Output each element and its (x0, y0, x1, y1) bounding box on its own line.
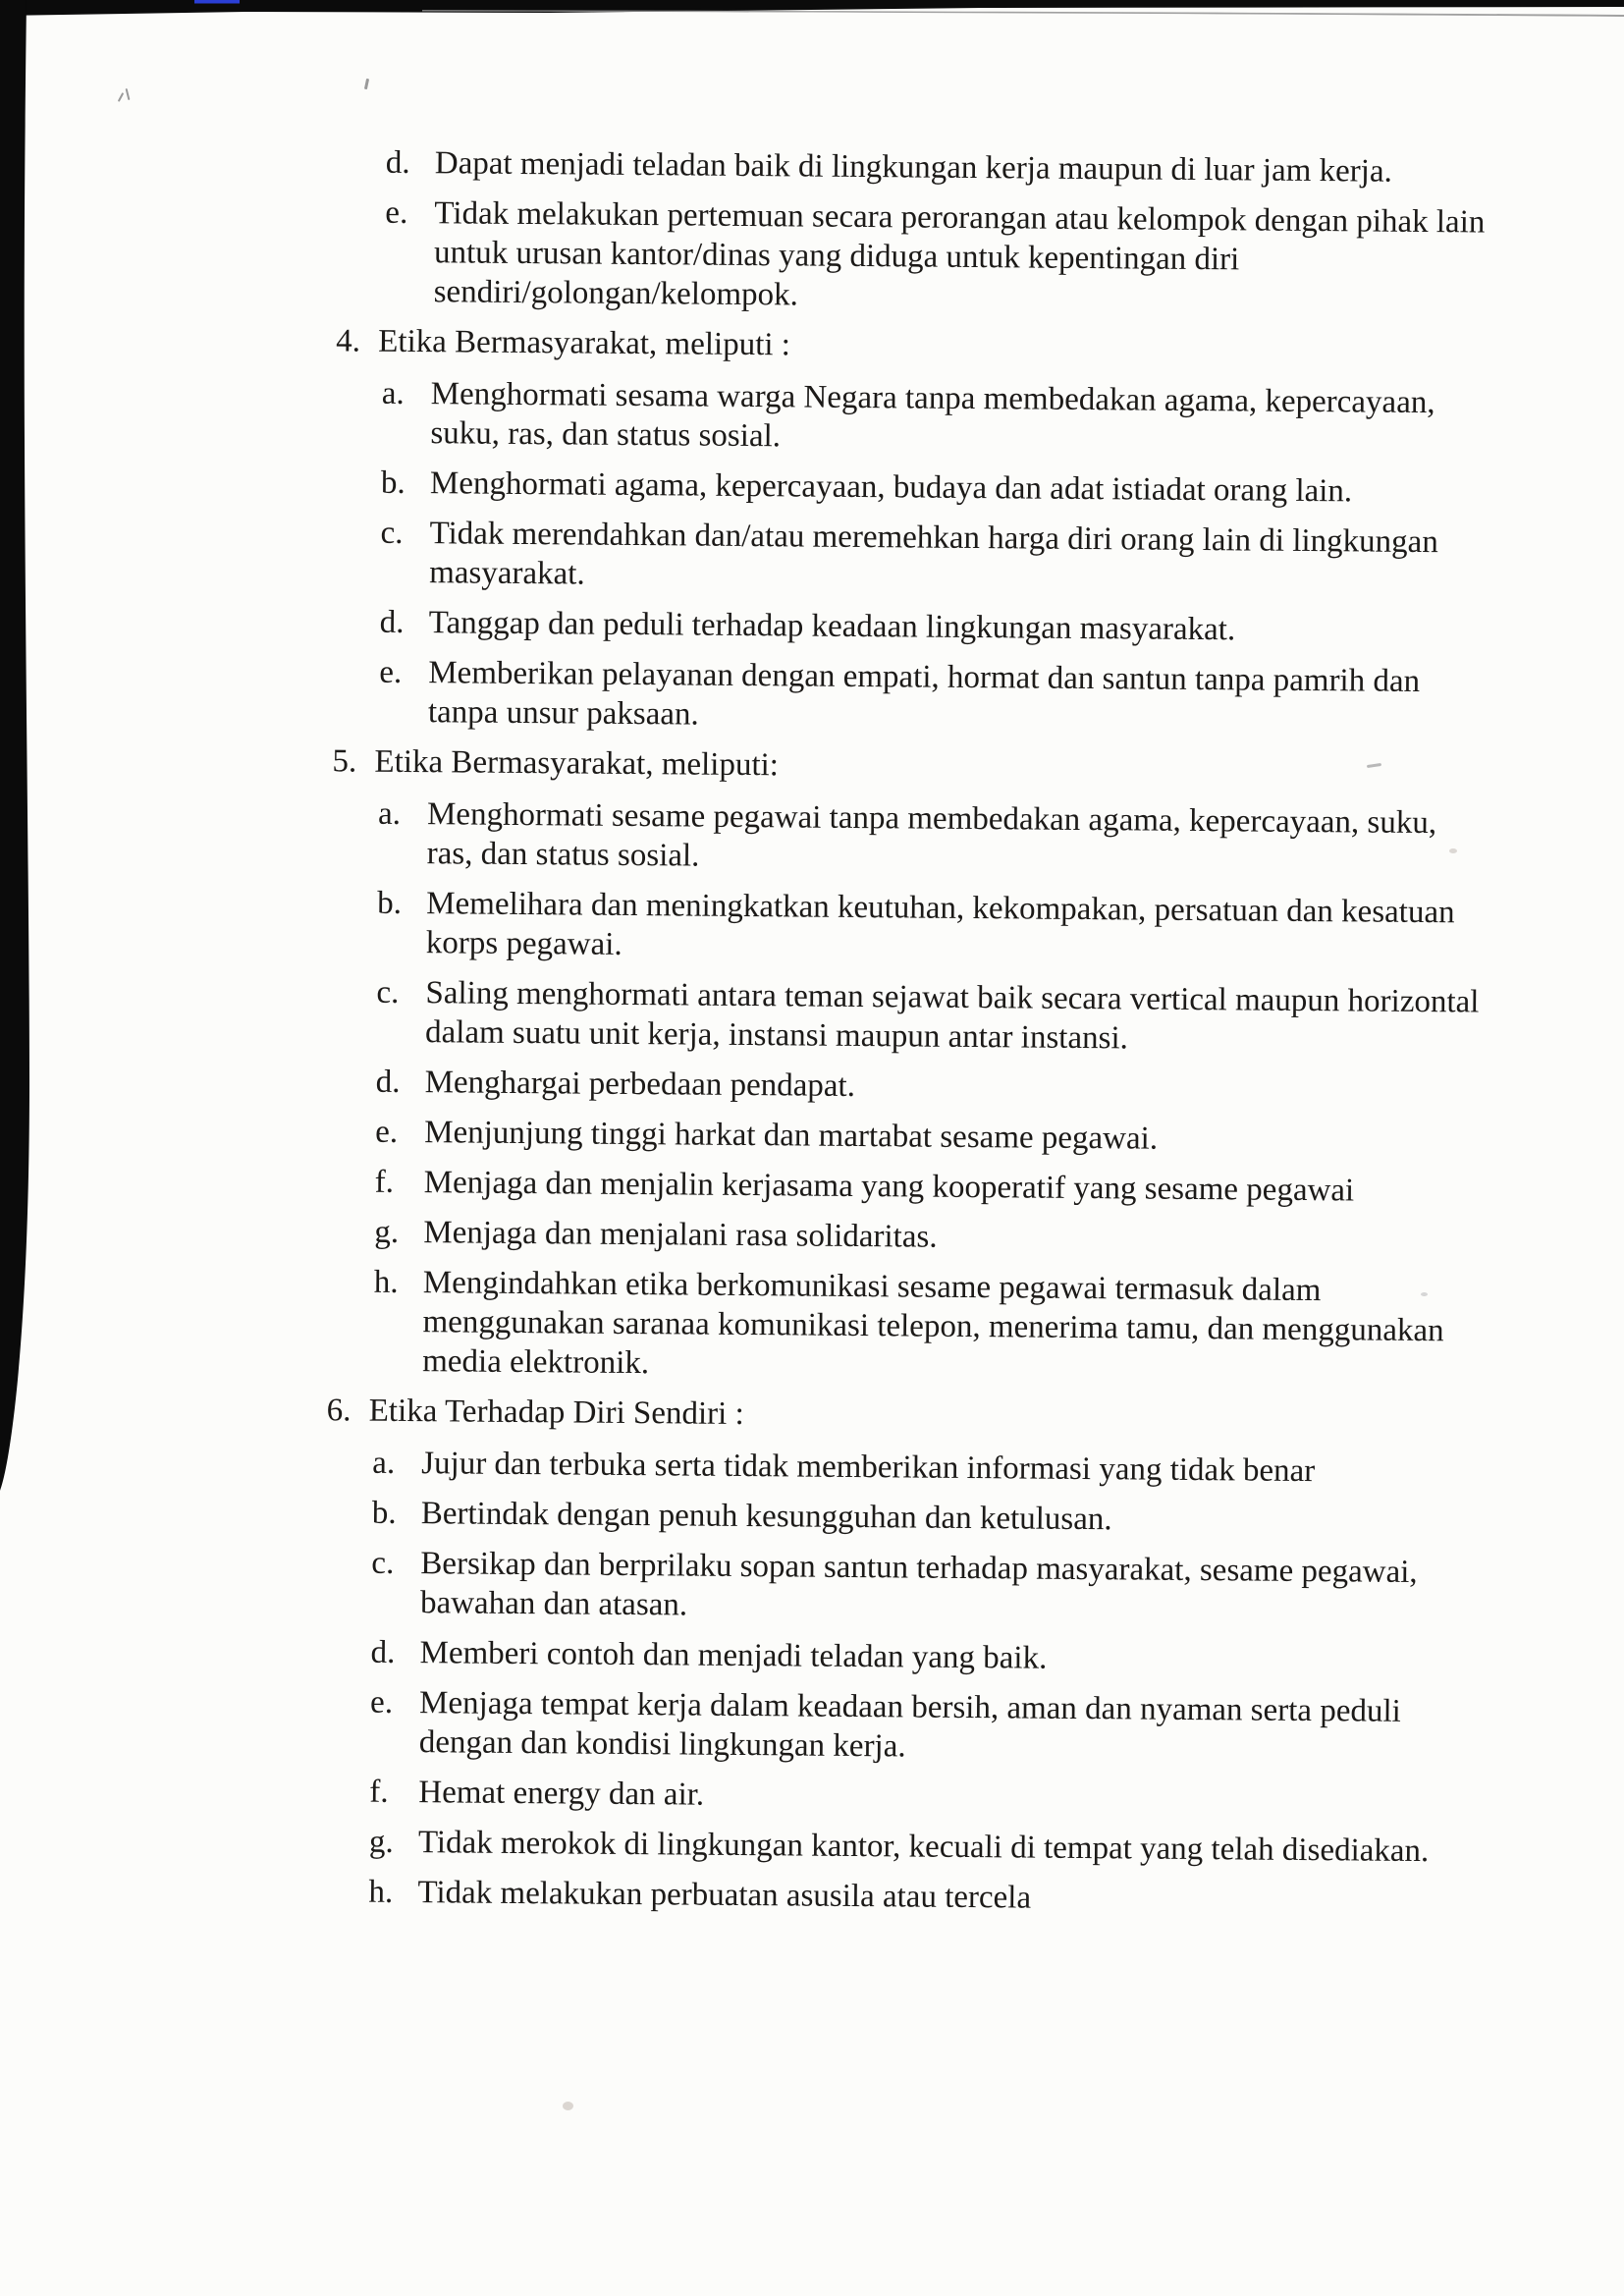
item-label: h. (373, 1264, 399, 1300)
list-item (375, 1163, 1543, 1212)
item-text: Memberi contoh dan menjadi teladan yang baik. (419, 1635, 1048, 1676)
scan-artifact-top-edge (0, 0, 1624, 59)
item-text: Menjaga dan menjalani rasa solidaritas. (423, 1215, 938, 1255)
item-text: Menghormati agama, kepercayaan, budaya dan adat istiadat orang lain. (429, 465, 1353, 510)
item-label: f. (374, 1164, 395, 1200)
item-text: Bersikap dan berprilaku sopan santun terhadap masyarakat, sesame pegawai, bawahan dan atasan. (419, 1546, 1418, 1623)
list-item (378, 794, 1546, 883)
list-item (379, 653, 1547, 741)
item-label: e. (379, 654, 403, 690)
item-text: Menjunjung tinggi harkat dan martabat sesame pegawai. (424, 1115, 1159, 1157)
item-text: Saling menghormati antara teman sejawat baik secara vertical maupun horizontal dalam suatu unit kerja, instansi maupun antar instansi. (424, 975, 1480, 1057)
item-label: b. (371, 1495, 397, 1531)
item-text: Menjaga dan menjalin kerjasama yang kooperatif yang sesame pegawai (423, 1165, 1355, 1209)
list-item (370, 1683, 1539, 1772)
section-title: Etika Bermasyarakat, meliputi: (374, 743, 780, 784)
item-text: Menghargai perbedaan pendapat. (424, 1065, 856, 1104)
list-item (371, 1544, 1540, 1632)
item-text: Memberikan pelayanan dengan empati, hormat dan santun tanpa pamrih dan tanpa unsur paksaan. (427, 655, 1421, 733)
list-item (380, 514, 1548, 602)
item-text: Tidak melakukan perbuatan asusila atau tercela (417, 1875, 1032, 1916)
section-heading (336, 321, 1549, 371)
item-text: Mengindahkan etika berkomunikasi sesame pegawai termasuk dalam menggunakan saranaa komunikasi telepon, menerima tamu, dan menggunakan media elektronik. (422, 1265, 1444, 1382)
stray-blue-mark (194, 0, 240, 4)
item-label: c. (380, 515, 404, 551)
list-item (374, 1213, 1542, 1262)
list-item (385, 193, 1551, 321)
item-label: h. (368, 1874, 394, 1910)
item-text: Hemat energy dan air. (418, 1775, 705, 1813)
pencil-mark (126, 88, 131, 100)
item-label: g. (368, 1824, 394, 1860)
item-label: d. (370, 1634, 396, 1670)
section-number: 5. (332, 743, 357, 780)
list-item (368, 1873, 1536, 1922)
section-number: 6. (326, 1393, 352, 1429)
list-item (381, 464, 1548, 513)
section-number: 4. (336, 323, 361, 359)
section-items (0, 1440, 1540, 1922)
item-label: d. (375, 1064, 401, 1100)
item-label: c. (371, 1545, 395, 1581)
item-label: c. (376, 974, 400, 1011)
section-items (0, 370, 1549, 741)
section-title: Etika Terhadap Diri Sendiri : (368, 1393, 744, 1432)
item-text: Tidak merokok di lingkungan kantor, kecuali di tempat yang telah disediakan. (417, 1825, 1430, 1870)
list-item (376, 973, 1544, 1062)
document-content (0, 139, 1551, 1933)
section-heading (332, 741, 1545, 792)
item-label: g. (374, 1214, 400, 1250)
item-label: e. (375, 1114, 399, 1150)
item-label: b. (377, 885, 403, 921)
item-label: e. (369, 1684, 394, 1721)
item-label: a. (372, 1445, 396, 1481)
item-text: Jujur dan terbuka serta tidak memberikan informasi yang tidak benar (421, 1446, 1316, 1490)
continuation-list (0, 139, 1551, 321)
item-text: Memelihara dan meningkatkan keutuhan, kekompakan, persatuan dan kesatuan korps pegawai. (425, 886, 1455, 962)
item-text: Menghormati sesama warga Negara tanpa membedakan agama, kepercayaan, suku, ras, dan status sosial. (430, 376, 1435, 455)
item-label: a. (381, 375, 405, 411)
list-item (375, 1113, 1543, 1162)
section (0, 738, 1546, 1391)
item-text: Bertindak dengan penuh kesungguhan dan ketulusan. (420, 1496, 1112, 1538)
section-heading (327, 1391, 1541, 1441)
scan-smudge (563, 2102, 573, 2110)
list-item (386, 143, 1551, 192)
item-label: e. (385, 194, 408, 231)
list-item (372, 1494, 1540, 1543)
item-text: Dapat menjadi teladan baik di lingkungan kerja maupun di luar jam kerja. (434, 145, 1392, 190)
section (0, 318, 1549, 741)
pencil-mark (118, 92, 124, 102)
item-text: Tidak melakukan pertemuan secara perorangan atau kelompok dengan pihak lain untuk urusan kantor/dinas yang diduga untuk kepentingan diri sendiri/golongan/kelompok. (433, 195, 1486, 313)
item-text: Menjaga tempat kerja dalam keadaan bersih, aman dan nyaman serta peduli dengan dan kondisi lingkungan kerja. (418, 1685, 1401, 1765)
list-item (369, 1773, 1537, 1822)
list-item (380, 603, 1547, 652)
item-label: b. (380, 465, 406, 501)
item-text: Menghormati sesame pegawai tanpa membedakan agama, kepercayaan, suku, ras, dan status sosial. (426, 796, 1437, 874)
list-item (369, 1823, 1537, 1872)
item-label: d. (385, 144, 410, 181)
list-item (372, 1444, 1540, 1493)
list-item (377, 884, 1545, 972)
list-item (370, 1633, 1538, 1682)
section (0, 1388, 1541, 1922)
section-items (0, 791, 1545, 1391)
section-title: Etika Bermasyarakat, meliputi : (378, 323, 791, 363)
list-item (373, 1263, 1542, 1391)
item-label: f. (369, 1774, 389, 1810)
list-item (375, 1063, 1543, 1112)
sections-container (0, 318, 1549, 1922)
item-text: Tanggap dan peduli terhadap keadaan lingkungan masyarakat. (428, 605, 1236, 648)
pencil-mark (364, 79, 369, 89)
item-label: a. (377, 795, 402, 832)
item-label: d. (379, 604, 405, 640)
item-text: Tidak merendahkan dan/atau meremehkan harga diri orang lain di lingkungan masyarakat. (429, 516, 1438, 592)
list-item (381, 374, 1549, 463)
